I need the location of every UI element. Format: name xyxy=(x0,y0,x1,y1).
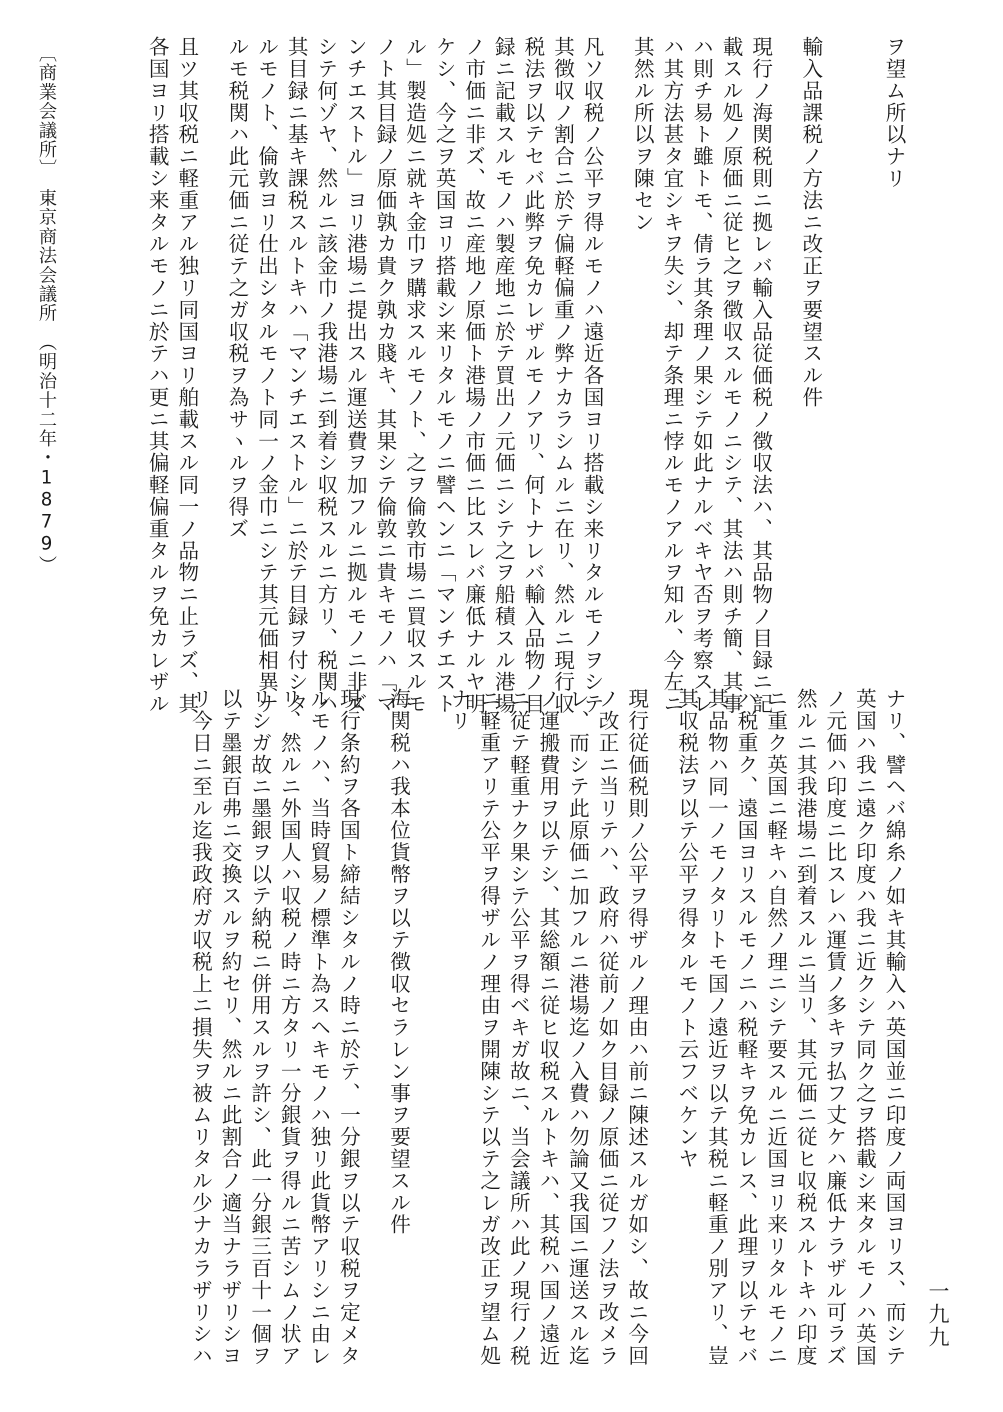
text-line: ニ重ク英国ニ軽キハ自然ノ理ニシテ要スルニ近国ヨリ来リタルモノニ xyxy=(763,688,788,1367)
text-line: ナリ xyxy=(447,688,472,732)
text-line: ノ運搬費用ヲ以テシ、其総額ニ従ヒ収税スルトキハ、其税ハ国ノ遠近 xyxy=(535,688,560,1367)
text-line: 各国ヨリ搭載シ来タルモノニ於テハ更ニ其偏軽偏重タルヲ免カレザル xyxy=(145,36,170,715)
text-line: 然ルニ其我港場ニ到着スルニ当リ、其元価ニ従ヒ収税スルトキハ印度 xyxy=(793,688,818,1367)
text-line: レ、而シテ此原価ニ加フルニ港場迄ノ入費ハ勿論又我国ニ運送スル迄 xyxy=(565,688,590,1367)
text-line: ルモノト、倫敦ヨリ仕出シタルモノト同一ノ金巾ニシテ其元価相異ナ xyxy=(254,36,279,715)
text-line: ニ軽重アリテ公平ヲ得ザルノ理由ヲ開陳シテ以テ之レガ改正ヲ望ム処 xyxy=(476,688,501,1367)
text-line: ヲ望ム所以ナリ xyxy=(882,36,906,190)
text-line: ノ改正ニ当リテハ、政府ハ従前ノ如ク目録ノ原価ニ従フノ法ヲ改メラ xyxy=(595,688,620,1367)
section-heading: 輸入品課税ノ方法ニ改正ヲ要望スル件 xyxy=(798,36,823,409)
text-line: 現行ノ海関税則ニ拠レバ輸入品従価税ノ徴収法ハ、其品物ノ目録ニ記 xyxy=(748,36,773,715)
lower-text-block xyxy=(188,688,908,1367)
running-footer: 〔商業会議所〕 東京商法会議所 （明治十二年・1879） xyxy=(36,44,57,575)
text-line: 税法ヲ以テセバ此弊ヲ免カレザルモノアリ、何トナレバ輸入品物ノ目 xyxy=(520,36,545,715)
text-line: ルモ税関ハ此元価ニ従テ之ガ収税ヲ為サヽルヲ得ズ xyxy=(224,36,249,540)
text-line: ハ則チ易ト雖トモ、倩ラ其条理ノ果シテ如此ナルベキヤ否ヲ考察スレ xyxy=(689,36,714,715)
text-line: 其目録ニ基キ課税スルトキハ「マンチエストル」ニ於テ目録ヲ付シタ xyxy=(284,36,309,715)
text-line: ノト其目録ノ原価孰カ貴ク孰カ賤キ、其果シテ倫敦ニ貴キモノハ「マ xyxy=(372,36,397,715)
text-line: ンチエストル」ヨリ港場ニ提出スル運送費ヲ加フルニ拠ルモノニ非ズ xyxy=(343,36,368,715)
text-line: ハ税重ク、遠国ヨリスルモノニハ税軽キヲ免カレス、此理ヲ以テセバ xyxy=(734,688,759,1367)
text-line: ル」製造処ニ就キ金巾ヲ購求スルモノト、之ヲ倫敦市場ニ買収スルモ xyxy=(402,36,427,715)
text-line: ケシ、今之ヲ英国ヨリ搭載シ来リタルモノニ譬ヘンニ「マンチエスト xyxy=(432,36,457,715)
text-line: リ、然ルニ外国人ハ収税ノ時ニ方タリ一分銀貨ヲ得ルニ苦シムノ状ア xyxy=(277,688,302,1367)
text-line: 其収税法ヲ以テ公平ヲ得タルモノト云フベケンヤ xyxy=(674,688,699,1170)
text-line: 録ニ記載スルモノハ製産地ニ於テ買出ノ元価ニシテ之ヲ船積スル港場 xyxy=(491,36,516,715)
text-line: ハ其方法甚タ宜シキヲ失シ、却テ条理ニ悖ルモノアルヲ知ル、今左ニ xyxy=(659,36,684,715)
text-line: 載スル処ノ原価ニ従ヒ之ヲ徴収スルモノニシテ、其法ハ則チ簡、其事 xyxy=(719,36,744,715)
text-line: 其然ル所以ヲ陳セン xyxy=(630,36,655,234)
text-line: ルモノハ、当時貿易ノ標準ト為スヘキモノハ独リ此貨幣アリシニ由レ xyxy=(306,688,331,1367)
section-heading: 海関税ハ我本位貨幣ヲ以テ徴収セラレン事ヲ要望スル件 xyxy=(386,688,411,1236)
text-line: ノ市価ニ非ズ、故ニ産地ノ原価ト港場ノ市価ニ比スレバ廉低ナルヤ明 xyxy=(461,36,486,715)
text-line: 且ツ其収税ニ軽重アル独リ同国ヨリ舶載スル同一ノ品物ニ止ラズ、其 xyxy=(174,36,199,715)
text-line: リシガ故ニ墨銀ヲ以テ納税ニ併用スルヲ許シ、此一分銀三百十一個ヲ xyxy=(247,688,272,1367)
upper-text-block xyxy=(96,36,908,715)
text-line: 現行条約ヲ各国ト締結シタルノ時ニ於テ、一分銀ヲ以テ収税ヲ定メタ xyxy=(336,688,361,1367)
text-line: 以テ墨銀百弗ニ交換スルヲ約セリ、然ルニ此割合ノ適当ナラザリシヨ xyxy=(218,688,243,1367)
page-number: 一九九 xyxy=(926,1280,950,1349)
text-line: リ今日ニ至ル迄我政府ガ収税上ニ損失ヲ被ムリタル少ナカラザリシハ xyxy=(188,688,213,1367)
text-line: 現行従価税則ノ公平ヲ得ザルノ理由ハ前ニ陳述スルガ如シ、故ニ今回 xyxy=(624,688,649,1367)
text-line: シテ何ゾヤ、然ルニ該金巾ノ我港場ニ到着シ収税スルニ方リ、税関ハ xyxy=(313,36,338,715)
text-line: ニ従テ軽重ナク果シテ公平ヲ得ベキガ故ニ、当会議所ハ此ノ現行ノ税 xyxy=(506,688,531,1367)
text-line: ノ元価ハ印度ニ比スレハ運賃ノ多キヲ払フ丈ケハ廉低ナラザル可ラズ xyxy=(822,688,847,1367)
text-line: 英国ハ我ニ遠ク印度ハ我ニ近クシテ同ク之ヲ搭載シ来タルモノハ英国 xyxy=(852,688,877,1367)
text-line: ナリ、譬ヘバ綿糸ノ如キ其輸入ハ英国並ニ印度ノ両国ヨリス、而シテ xyxy=(882,688,906,1367)
text-line: 其品物ハ同一ノモノタリトモ国ノ遠近ヲ以テ其税ニ軽重ノ別アリ、豈 xyxy=(704,688,729,1367)
text-line: 其徴収ノ割合ニ於テ偏軽偏重ノ弊ナカラシムルニ在リ、然ルニ現行収 xyxy=(550,36,575,715)
text-line: 凡ソ収税ノ公平ヲ得ルモノハ遠近各国ヨリ搭載シ来リタルモノヲシテ xyxy=(580,36,605,715)
